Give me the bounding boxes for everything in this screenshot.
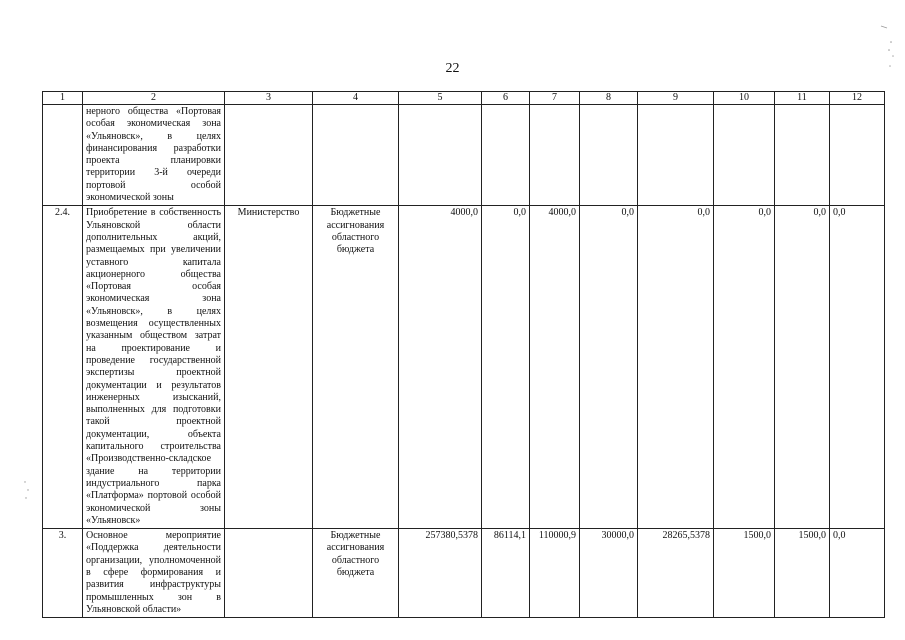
activity-description: нерного общества «Портовая особая экономическая зона «Ульяновск», в целях финансирования разработки проекта планировки территории 3-й очереди портовой особой экономической зоны	[83, 105, 225, 206]
funding-source-cell	[313, 105, 399, 206]
scan-dots-icon	[22, 478, 32, 508]
activity-description: Приобретение в собственность Ульяновской области дополнительных акций, размещаемых при увеличении уставного капитала акционерного общества «Портовая особая экономическая зона «Ульяновск», в целях возмещения осуществленных указанным обществом затрат на проектирование и проведение государственной экспертизы проектной документации и результатов инженерных изысканий, выполненных для подготовки такой проектной документации, объекта капитального строительства «Производственно-складское здание на территории индустриального парка «Платформа» портовой особой экономической зоны «Ульяновск»	[83, 206, 225, 529]
scan-artifact-marks	[877, 22, 897, 82]
column-header: 2	[83, 92, 225, 105]
total-amount-cell: 4000,0	[399, 206, 482, 529]
column-header: 7	[530, 92, 580, 105]
header-row	[43, 92, 885, 105]
total-amount-cell	[399, 105, 482, 206]
table-row	[43, 529, 885, 618]
year-amount-cell: 0,0	[775, 206, 830, 529]
column-header: 1	[43, 92, 83, 105]
year-amount-cell	[580, 105, 638, 206]
left-scan-marks	[22, 478, 32, 510]
column-header: 9	[638, 92, 714, 105]
year-amount-cell	[775, 105, 830, 206]
column-header: 8	[580, 92, 638, 105]
column-header: 12	[830, 92, 885, 105]
column-header: 6	[482, 92, 530, 105]
year-amount-cell	[714, 105, 775, 206]
column-header: 3	[225, 92, 313, 105]
executor-cell	[225, 105, 313, 206]
year-amount-cell: 0,0	[714, 206, 775, 529]
year-amount-cell: 110000,9	[530, 529, 580, 618]
table-row	[43, 105, 885, 206]
activity-description: Основное мероприятие «Поддержка деятельности организации, уполномоченной в сфере формирования и развития инфраструктуры промышленных зон в Ульяновской области»	[83, 529, 225, 618]
year-amount-cell: 1500,0	[714, 529, 775, 618]
year-amount-cell: 0,0	[830, 529, 885, 618]
year-amount-cell: 86114,1	[482, 529, 530, 618]
column-header: 10	[714, 92, 775, 105]
program-table	[42, 91, 885, 618]
year-amount-cell: 4000,0	[530, 206, 580, 529]
column-header: 5	[399, 92, 482, 105]
year-amount-cell: 0,0	[482, 206, 530, 529]
page-number: 22	[445, 61, 460, 76]
executor-cell: Министерство	[225, 206, 313, 529]
year-amount-cell: 0,0	[638, 206, 714, 529]
executor-cell	[225, 529, 313, 618]
year-amount-cell: 30000,0	[580, 529, 638, 618]
column-header: 4	[313, 92, 399, 105]
year-amount-cell: 1500,0	[775, 529, 830, 618]
year-amount-cell	[830, 105, 885, 206]
year-amount-cell: 0,0	[830, 206, 885, 529]
table-row	[43, 206, 885, 529]
row-number: 2.4.	[43, 206, 83, 529]
total-amount-cell: 257380,5378	[399, 529, 482, 618]
year-amount-cell	[638, 105, 714, 206]
year-amount-cell: 0,0	[580, 206, 638, 529]
row-number: 3.	[43, 529, 83, 618]
funding-source-cell: Бюджетные ассигнования областного бюджета	[313, 206, 399, 529]
row-number	[43, 105, 83, 206]
scan-noise-icon	[877, 22, 897, 82]
column-header: 11	[775, 92, 830, 105]
year-amount-cell	[530, 105, 580, 206]
year-amount-cell: 28265,5378	[638, 529, 714, 618]
funding-source-cell: Бюджетные ассигнования областного бюджета	[313, 529, 399, 618]
year-amount-cell	[482, 105, 530, 206]
